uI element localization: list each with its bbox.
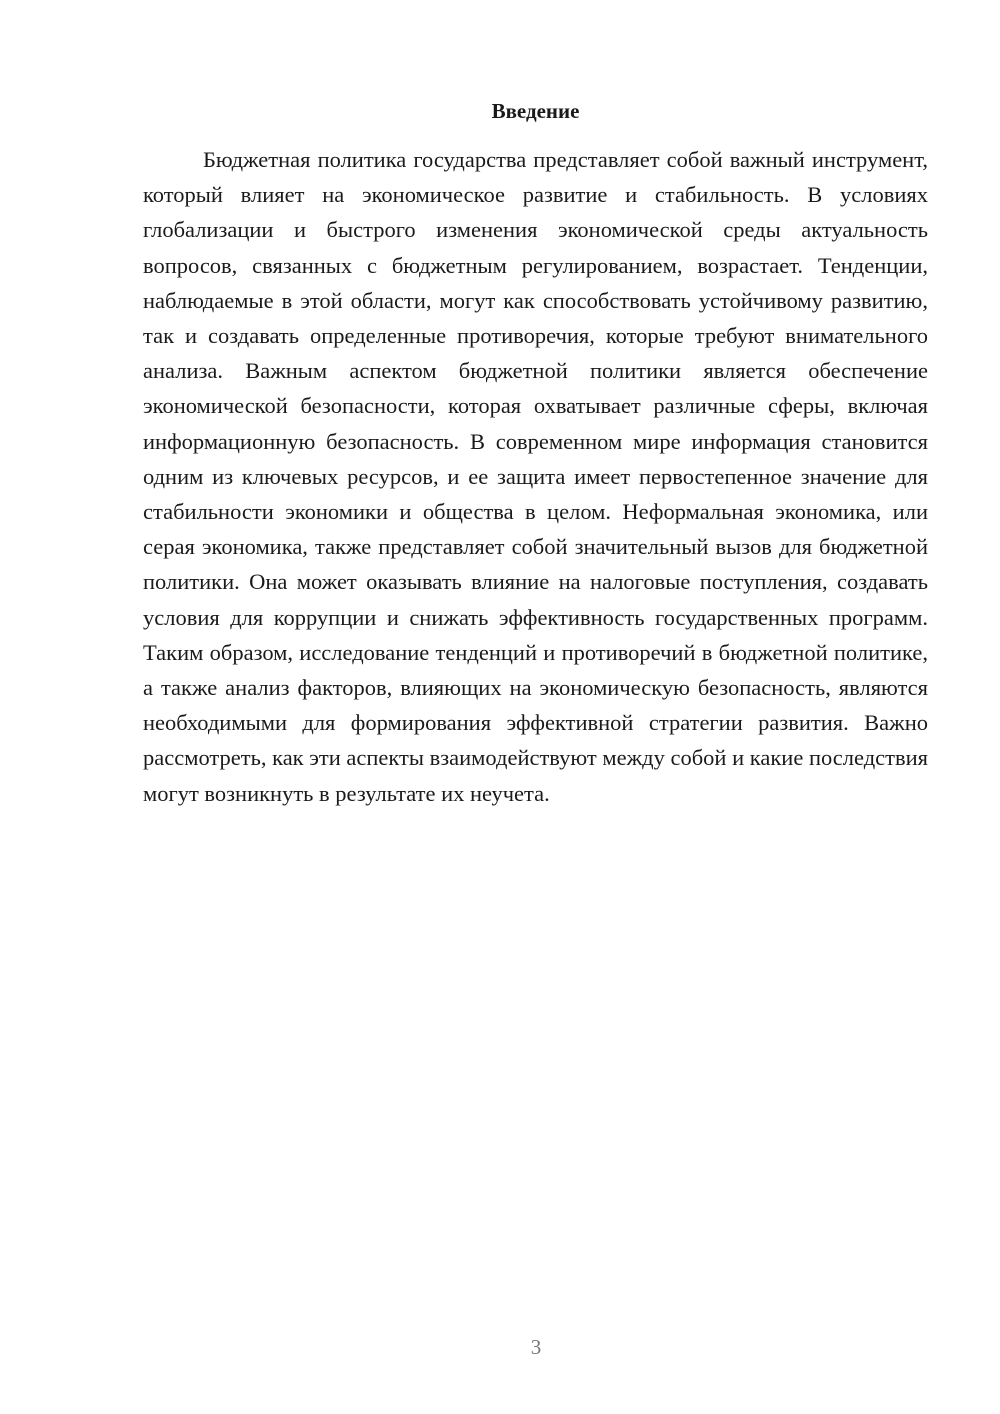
body-paragraph: Бюджетная политика государства представляет собой важный инструмент, который влияет на экономическое развитие и стабильность. В условиях глобализации и быстрого изменения экономической среды актуальность вопросов, связанных с бюджетным регулированием, возрастает. Тенденции, наблюдаемые в этой области, могут как способствовать устойчивому развитию, так и создавать определенные противоречия, которые требуют внимательного анализа. Важным аспектом бюджетной политики является обеспечение экономической безопасности, которая охватывает различные сферы, включая информационную безопасность. В современном мире информация становится одним из ключевых ресурсов, и ее защита имеет первостепенное значение для стабильности экономики и общества в целом. Неформальная экономика, или серая экономика, также представляет собой значительный вызов для бюджетной политики. Она может оказывать влияние на налоговые поступления, создавать условия для коррупции и снижать эффективность государственных программ. Таким образом, исследование тенденций и противоречий в бюджетной политике, а также анализ факторов, влияющих на экономическую безопасность, являются необходимыми для формирования эффективной стратегии развития. Важно рассмотреть, как эти аспекты взаимодействуют между собой и какие последствия могут возникнуть в результате их неучета.	[143, 147, 928, 806]
page-number: 3	[530, 1335, 542, 1359]
section-title: Введение	[491, 99, 580, 123]
